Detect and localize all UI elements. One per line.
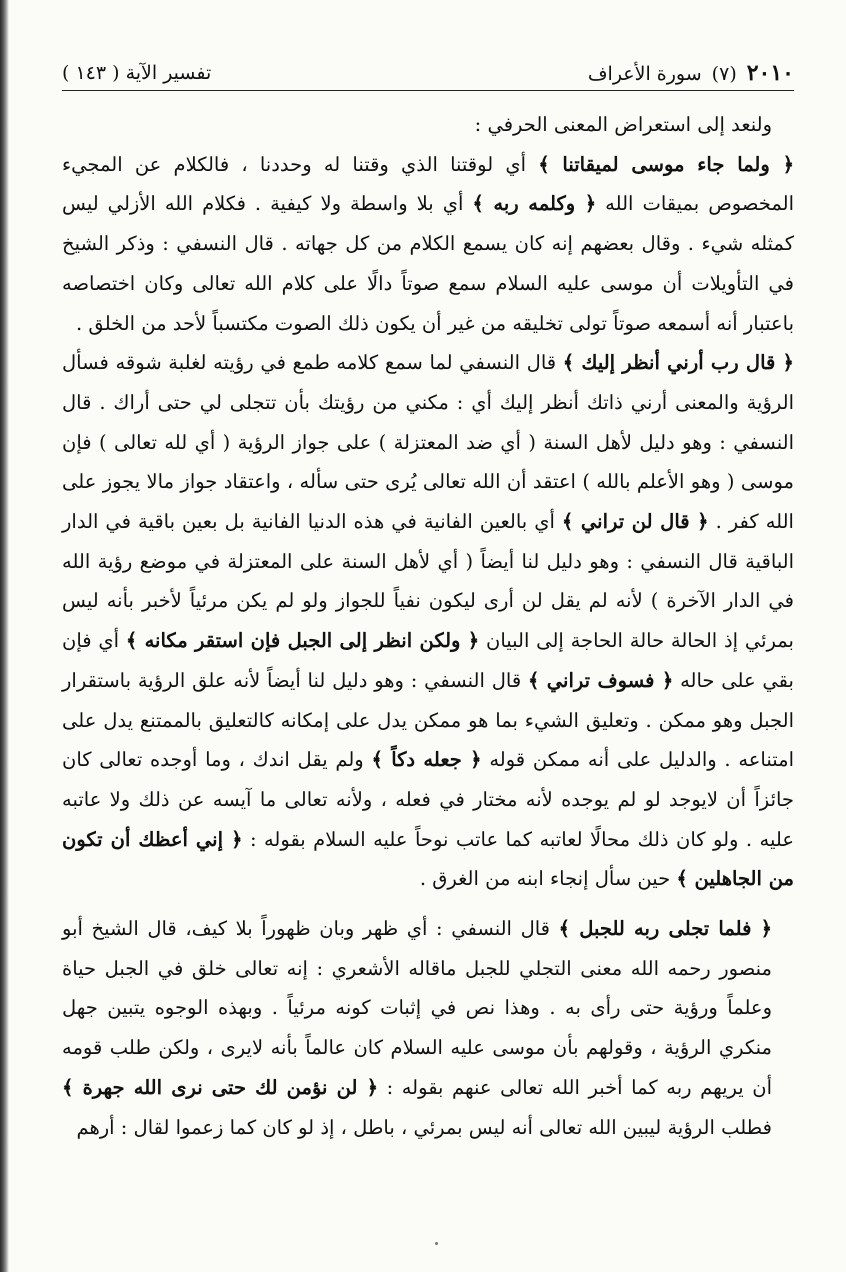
book-page [62,52,794,1147]
paragraph-meeting [62,145,794,344]
text-run: قال النسفي : وهو دليل لنا أيضاً لأنه علق الرؤية باستقرار الجبل وهو ممكن . وتعليق الشيء بما هو ممكن يدل على إمكانه كالتعليق بالممتنع يدل على امتناعه . والدليل على أنه ممكن قوله [62,668,795,772]
paragraph-manifestation [62,909,794,1147]
text-run: قال النسفي لما سمع كلامه طمع في رؤيته لغلبة شوقه فسأل الرؤية والمعنى أرني ذاتك أنظر إليك أي : مكني من رؤيتك بأن تتجلى لي حتى أراك . قال النسفي : وهو دليل لأهل السنة ( أي ضد المعتزلة ) على جواز الرؤية ( أي لله تعالى ) فإن موسى ( وهو الأعلم بالله ) اعتقد أن الله تعالى يُرى حتى سأله ، واعتقاد جواز مالا يجوز على الله كفر . [62,351,794,534]
text-run: فطلب الرؤية ليبين الله تعالى أنه ليس بمرئي ، باطل ، إذ لو كان كما زعموا لقال : أرهم [76,1115,772,1139]
verse-quote: ﴿ فسوف تراني ﴾ [527,668,674,692]
section-title: تفسير الآية ( ١٤٣ ) [62,62,212,84]
verse-quote: ﴿ ولما جاء موسى لميقاتنا ﴾ [538,152,794,176]
surah-number: (٧) [711,63,737,85]
text-run: ولم يقل اندك ، وما أوجده تعالى كان جائزاً أن لايوجد لو لم يوجده لأنه مختار في فعله ، ولأنه تعالى ما آيسه عن ذلك ولا عاتبه عليه . ولو كان ذلك محالًا لعاتبه كما عاتب نوحاً عليه السلام بقوله : [62,748,794,851]
surah-name: سورة الأعراف [587,63,702,85]
verse-quote: ﴿ وكلمه ربه ﴾ [472,192,597,216]
page-number: ٢٠١٠ [746,60,794,86]
paragraph-intro [62,105,794,145]
text-run: أي لوقتنا الذي وقتنا له وحددنا ، فالكلام عن المجيء المخصوص بميقات الله [62,152,794,216]
verse-quote: ﴿ فلما تجلى ربه للجبل ﴾ [558,917,772,941]
text-run: ولنعد إلى استعراض المعنى الحرفي : [474,113,772,136]
running-head [62,52,794,91]
scan-speck [435,1242,438,1245]
text-run: أي بالعين الفانية في هذه الدنيا الفانية بل بعين باقية في الدار الباقية قال النسفي : وهو دليل لنا أيضاً ( أي لأهل السنة على المعتزلة في موضع رؤية الله في الدار الآخرة ) لأنه لم يقل لن أرى ليكون نفياً للجواز ولو لم يكن مرئياً لأخبر بأنه ليس بمرئي إذ الحالة حالة الحاجة إلى البيان [62,510,794,653]
running-head-right [588,60,794,86]
verse-quote: ﴿ جعله دكاً ﴾ [371,748,482,772]
text-run: قال النسفي : أي ظهر وبان ظهوراً بلا كيف، قال الشيخ أبو منصور رحمه الله معنى التجلي للجبل ماقاله الأشعري : إنه تعالى خلق في الجبل حياة وعلماً ورؤية حتى رأى به . وهذا نص في إثبات كونه مرئياً . وبهذه الوجوه يتبين جهل منكري الرؤية ، وقولهم بأن موسى عليه السلام كان عالماً بأنه لايرى ، ولكن طلب قومه أن يريهم ربه كما أخبر الله تعالى عنهم بقوله : [62,917,772,1099]
paragraph-vision [62,343,794,899]
verse-quote: ﴿ ولكن انظر إلى الجبل فإن استقر مكانه ﴾ [125,629,480,653]
verse-quote: ﴿ قال لن تراني ﴾ [561,510,709,534]
page-binding-edge [0,0,9,1272]
verse-quote: ﴿ لن نؤمن لك حتى نرى الله جهرة ﴾ [62,1075,379,1099]
verse-quote: ﴿ قال رب أرني أنظر إليك ﴾ [562,351,794,375]
page-body [62,105,794,1147]
text-run: أي فإن بقي على حاله [62,629,794,692]
text-run: حين سأل إنجاء ابنه من الغرق . [419,867,677,891]
text-run: أي بلا واسطة ولا كيفية . فكلام الله الأزلي ليس كمثله شيء . وقال بعضهم إنه كان يسمع الكلام من كل جهاته . قال النسفي : وذكر الشيخ في التأويلات أن موسى عليه السلام سمع صوتاً دالًا على كلام الله تعالى وكان اختصاصه باعتبار أنه أسمعه صوتاً تولى تخليقه من غير أن يكون ذلك الصوت مكتسباً لأحد من الخلق . [62,192,794,335]
verse-quote: ﴿ إني أعظك أن تكون من الجاهلين ﴾ [62,827,794,891]
